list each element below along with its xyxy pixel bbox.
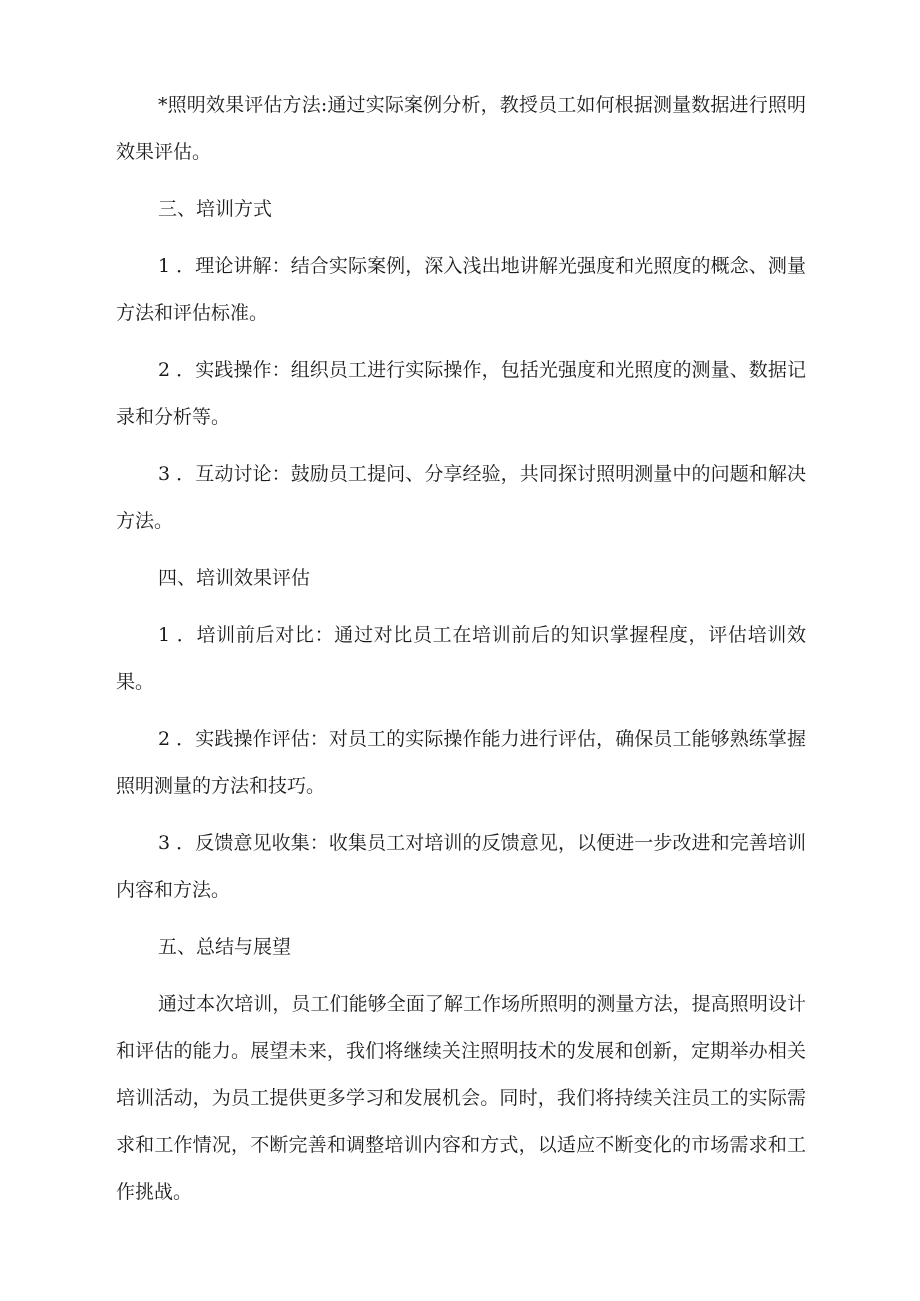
list-item-feedback bbox=[116, 820, 806, 914]
list-item-practice bbox=[116, 347, 806, 441]
item-separator: ． bbox=[176, 728, 196, 750]
item-text: 互动讨论：鼓励员工提问、分享经验，共同探讨照明测量中的问题和解决方法。 bbox=[116, 463, 806, 532]
list-item-discussion bbox=[116, 451, 806, 545]
paragraph-summary bbox=[116, 981, 806, 1216]
item-number: 2 bbox=[158, 728, 177, 750]
item-number: 3 bbox=[158, 463, 177, 485]
item-number: 2 bbox=[158, 359, 177, 381]
item-number: 1 bbox=[158, 624, 177, 646]
item-separator: ． bbox=[176, 255, 196, 277]
item-text: 理论讲解：结合实际案例，深入浅出地讲解光强度和光照度的概念、测量方法和评估标准。 bbox=[116, 255, 806, 324]
item-separator: ． bbox=[176, 463, 196, 485]
item-separator: ． bbox=[176, 832, 196, 854]
list-item-comparison bbox=[116, 612, 806, 706]
heading-text: 三、培训方式 bbox=[158, 198, 273, 220]
paragraph-text: 通过本次培训，员工们能够全面了解工作场所照明的测量方法，提高照明设计和评估的能力。展望未来，我们将继续关注照明技术的发展和创新，定期举办相关培训活动，为员工提供更多学习和发展机会。同时，我们将持续关注员工的实际需求和工作情况，不断完善和调整培训内容和方式，以适应不断变化的市场需求和工作挑战。 bbox=[116, 993, 806, 1203]
heading-text: 四、培训效果评估 bbox=[158, 567, 311, 589]
item-number: 1 bbox=[158, 255, 177, 277]
item-separator: ． bbox=[176, 624, 197, 646]
item-text: 实践操作评估：对员工的实际操作能力进行评估，确保员工能够熟练掌握照明测量的方法和技巧。 bbox=[116, 728, 806, 797]
heading-text: 五、总结与展望 bbox=[158, 936, 292, 958]
list-item-practice-evaluation bbox=[116, 716, 806, 810]
item-number: 3 bbox=[158, 832, 177, 854]
heading-training-evaluation bbox=[116, 555, 806, 602]
item-text: 实践操作：组织员工进行实际操作，包括光强度和光照度的测量、数据记录和分析等。 bbox=[116, 359, 806, 428]
heading-summary bbox=[116, 924, 806, 971]
document-page bbox=[116, 82, 806, 1226]
paragraph-evaluation-method bbox=[116, 82, 806, 176]
paragraph-text: *照明效果评估方法:通过实际案例分析，教授员工如何根据测量数据进行照明效果评估。 bbox=[116, 94, 806, 163]
item-text: 反馈意见收集：收集员工对培训的反馈意见，以便进一步改进和完善培训内容和方法。 bbox=[116, 832, 806, 901]
heading-training-methods bbox=[116, 186, 806, 233]
item-separator: ． bbox=[176, 359, 196, 381]
item-text: 培训前后对比：通过对比员工在培训前后的知识掌握程度，评估培训效果。 bbox=[116, 624, 806, 693]
list-item-theory bbox=[116, 243, 806, 337]
